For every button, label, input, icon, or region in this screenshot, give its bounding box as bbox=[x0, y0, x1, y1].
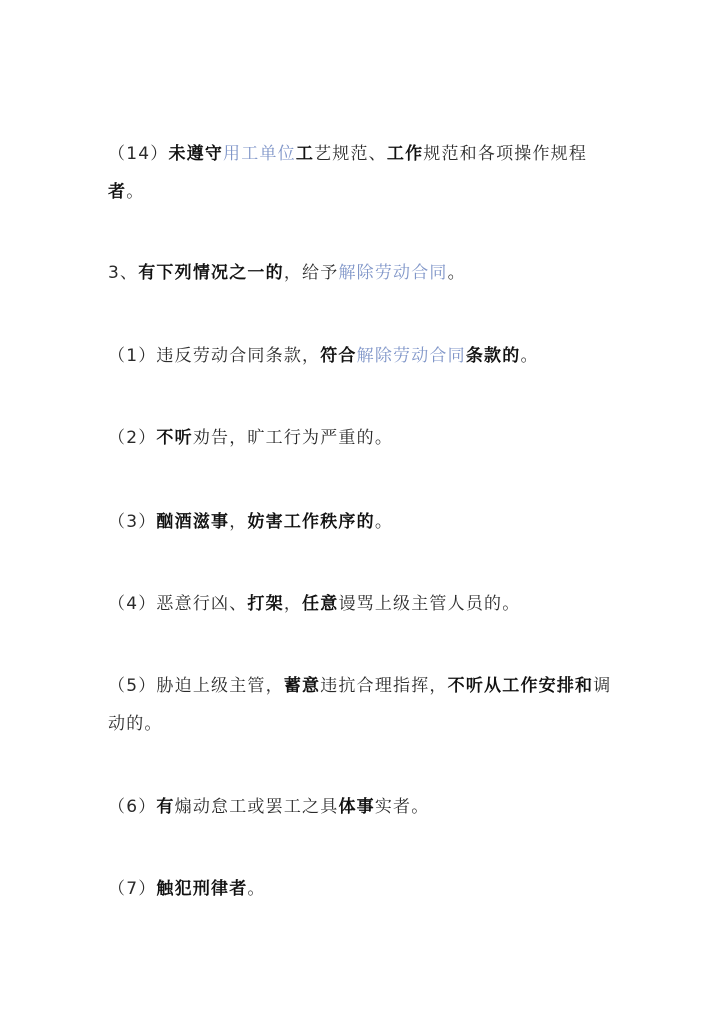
text-segment: 酗酒滋事 bbox=[156, 512, 230, 532]
text-segment: 有下列情况之一的 bbox=[138, 263, 284, 283]
text-segment: 妨害工作秩序的 bbox=[247, 512, 375, 532]
text-segment: 劝告，旷工行为严重的。 bbox=[192, 428, 394, 448]
section-heading-3 bbox=[108, 254, 618, 292]
text-segment: （2） bbox=[108, 428, 157, 448]
text-segment: 。 bbox=[447, 263, 466, 283]
text-segment: 。 bbox=[520, 346, 539, 366]
text-segment: 任意 bbox=[302, 594, 339, 614]
paragraph-item-2 bbox=[108, 419, 618, 457]
text-segment: （7） bbox=[108, 879, 157, 899]
text-segment: 条款的 bbox=[465, 346, 521, 366]
text-segment: 不听从工作安排和 bbox=[447, 676, 594, 696]
paragraph-item-1 bbox=[108, 337, 618, 375]
paragraph-item-7 bbox=[108, 870, 618, 908]
text-segment: ，给予 bbox=[283, 263, 339, 283]
text-segment: 。 bbox=[374, 512, 394, 532]
text-segment: 谩骂上级主管人员的。 bbox=[338, 594, 521, 614]
text-segment: （3） bbox=[108, 512, 157, 532]
text-segment: 有 bbox=[156, 797, 175, 817]
text-segment: （14） bbox=[108, 144, 169, 164]
text-segment: （1）违反劳动合同条款， bbox=[108, 346, 321, 366]
text-segment: 。 bbox=[247, 879, 266, 899]
text-segment: 艺规范、 bbox=[314, 144, 387, 164]
text-segment: 调动的。 bbox=[108, 676, 612, 734]
text-segment: （6） bbox=[108, 797, 157, 817]
text-segment: ， bbox=[283, 594, 303, 614]
paragraph-item-5 bbox=[108, 667, 618, 743]
text-segment: 工作 bbox=[386, 144, 424, 164]
text-segment: 3、 bbox=[108, 263, 139, 283]
text-segment: 。 bbox=[126, 182, 145, 202]
paragraph-item-6 bbox=[108, 788, 618, 826]
term-link[interactable]: 解除劳动合同 bbox=[356, 346, 466, 366]
text-segment: 规范和各项操作规程 bbox=[423, 144, 588, 164]
text-segment: 触犯刑律者 bbox=[156, 879, 248, 899]
paragraph-item-14 bbox=[108, 135, 618, 211]
text-segment: ， bbox=[229, 512, 248, 532]
term-link[interactable]: 解除劳动合同 bbox=[338, 263, 448, 283]
text-segment: 体事 bbox=[338, 797, 375, 817]
text-segment: 违抗合理指挥， bbox=[320, 676, 448, 696]
term-link[interactable]: 用工单位 bbox=[223, 144, 296, 164]
text-segment: 工 bbox=[295, 144, 315, 164]
text-segment: 者 bbox=[108, 182, 127, 202]
text-segment: 打架 bbox=[247, 594, 284, 614]
text-segment: 煽动怠工或罢工之具 bbox=[174, 797, 339, 817]
text-segment: 蓄意 bbox=[283, 676, 321, 696]
paragraph-item-3 bbox=[108, 503, 618, 541]
text-segment: 未遵守 bbox=[168, 144, 224, 164]
text-segment: 不听 bbox=[156, 428, 193, 448]
text-segment: 符合 bbox=[320, 346, 357, 366]
text-segment: （4）恶意行凶、 bbox=[108, 594, 248, 614]
text-segment: 实者。 bbox=[374, 797, 430, 817]
text-segment: （5）胁迫上级主管， bbox=[108, 676, 284, 696]
paragraph-item-4 bbox=[108, 585, 618, 623]
